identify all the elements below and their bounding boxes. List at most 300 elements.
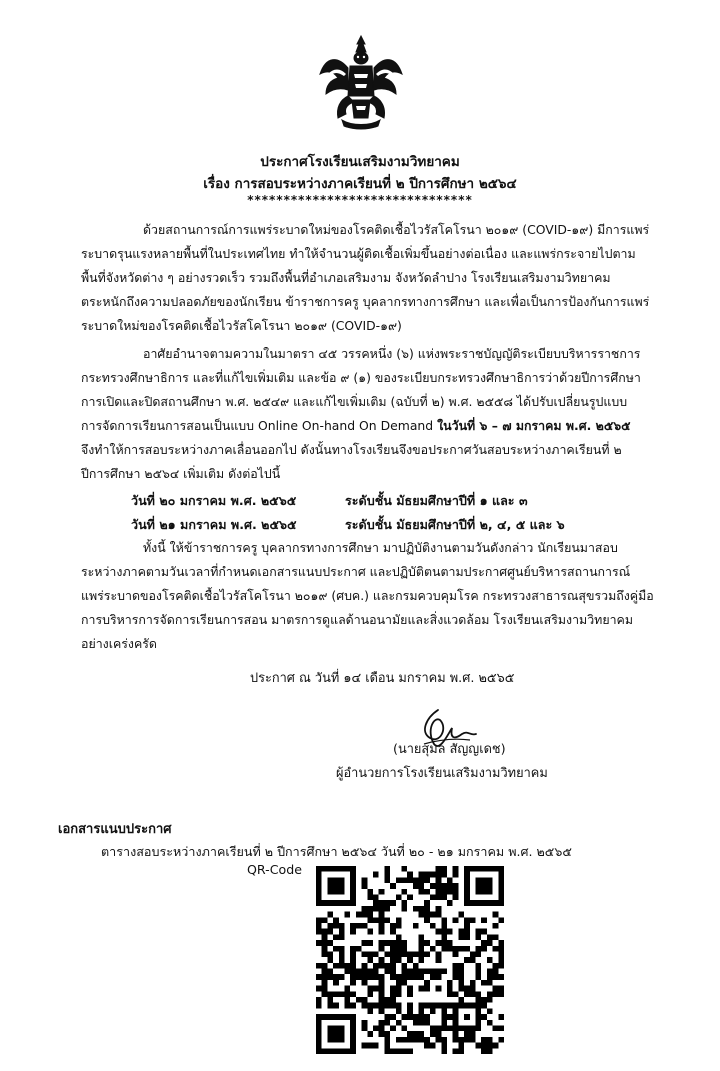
qr-module — [413, 877, 419, 883]
qr-module — [424, 940, 430, 946]
qr-module — [390, 940, 396, 946]
qr-module — [401, 906, 407, 912]
qr-module — [327, 997, 333, 1003]
qr-module — [379, 963, 385, 969]
qr-module — [441, 883, 447, 889]
qr-module — [458, 912, 464, 918]
qr-module — [322, 917, 328, 923]
qr-module — [362, 951, 368, 957]
qr-module — [498, 974, 504, 980]
qr-module — [327, 900, 333, 906]
qr-module — [401, 1014, 407, 1020]
qr-module — [424, 889, 430, 895]
qr-module — [327, 1031, 333, 1037]
qr-module — [333, 946, 339, 952]
qr-module — [384, 877, 390, 883]
qr-module — [419, 986, 425, 992]
qr-module — [447, 991, 453, 997]
qr-module — [407, 894, 413, 900]
schedule-date: วันที่ ๒๑ มกราคม พ.ศ. ๒๕๖๕ — [131, 517, 297, 532]
qr-module — [327, 923, 333, 929]
schedule-level: ระดับชั้น มัธยมศึกษาปีที่ ๑ และ ๓ — [345, 493, 528, 508]
qr-module — [498, 957, 504, 963]
qr-module — [441, 889, 447, 895]
qr-module — [390, 986, 396, 992]
qr-module — [413, 951, 419, 957]
qr-module — [356, 912, 362, 918]
qr-module — [344, 997, 350, 1003]
qr-module — [476, 1020, 482, 1026]
qr-module — [424, 906, 430, 912]
qr-module — [350, 980, 356, 986]
qr-module — [464, 917, 470, 923]
qr-module — [327, 974, 333, 980]
qr-module — [327, 866, 333, 872]
qr-module — [407, 872, 413, 878]
qr-module — [487, 889, 493, 895]
qr-module — [339, 883, 345, 889]
qr-module — [367, 991, 373, 997]
qr-module — [470, 980, 476, 986]
qr-module — [322, 929, 328, 935]
qr-module — [447, 900, 453, 906]
qr-module — [373, 1043, 379, 1049]
qr-module — [339, 923, 345, 929]
qr-module — [493, 866, 499, 872]
qr-module — [350, 929, 356, 935]
qr-module — [481, 866, 487, 872]
qr-module — [327, 883, 333, 889]
qr-module — [362, 1020, 368, 1026]
qr-module — [396, 1003, 402, 1009]
qr-module — [379, 900, 385, 906]
qr-module — [373, 1003, 379, 1009]
qr-module — [316, 889, 322, 895]
qr-module — [493, 900, 499, 906]
qr-module — [407, 1037, 413, 1043]
qr-module — [493, 1043, 499, 1049]
qr-module — [487, 997, 493, 1003]
qr-code[interactable] — [316, 866, 504, 1054]
qr-module — [367, 974, 373, 980]
qr-module — [390, 997, 396, 1003]
qr-module — [464, 986, 470, 992]
qr-module — [367, 1043, 373, 1049]
qr-module — [316, 997, 322, 1003]
qr-module — [493, 986, 499, 992]
qr-module — [327, 969, 333, 975]
qr-module — [476, 974, 482, 980]
qr-module — [333, 923, 339, 929]
qr-module — [407, 1014, 413, 1020]
qr-module — [401, 866, 407, 872]
signer-name: (นายสุมล สัญญเดช) — [393, 742, 506, 757]
qr-module — [339, 991, 345, 997]
qr-module — [481, 1014, 487, 1020]
qr-module — [476, 934, 482, 940]
qr-module — [327, 991, 333, 997]
qr-module — [453, 1008, 459, 1014]
qr-module — [373, 1026, 379, 1032]
announce-date: ประกาศ ณ วันที่ ๑๔ เดือน มกราคม พ.ศ. ๒๕๖๕ — [250, 671, 515, 686]
qr-module — [407, 951, 413, 957]
announcement-title: ประกาศโรงเรียนเสริมงามวิทยาคม — [260, 154, 460, 170]
qr-module — [413, 906, 419, 912]
qr-module — [498, 946, 504, 952]
qr-module — [458, 1043, 464, 1049]
qr-module — [344, 969, 350, 975]
qr-module — [419, 969, 425, 975]
qr-module — [373, 900, 379, 906]
qr-module — [344, 991, 350, 997]
qr-module — [384, 1043, 390, 1049]
qr-module — [476, 883, 482, 889]
qr-module — [333, 1026, 339, 1032]
qr-module — [407, 1031, 413, 1037]
qr-module — [436, 906, 442, 912]
qr-module — [344, 963, 350, 969]
qr-module — [436, 912, 442, 918]
qr-module — [453, 1020, 459, 1026]
qr-module — [384, 951, 390, 957]
qr-module — [487, 991, 493, 997]
qr-module — [316, 900, 322, 906]
qr-module — [333, 991, 339, 997]
qr-module — [464, 946, 470, 952]
qr-module — [356, 997, 362, 1003]
paragraph-line: อาศัยอำนาจตามความในมาตรา ๔๕ วรรคหนึ่ง (๖) แห่งพระราชบัญญัติระเบียบบริหารราชการ — [143, 346, 641, 361]
qr-module — [470, 1031, 476, 1037]
qr-module — [498, 951, 504, 957]
qr-module — [350, 883, 356, 889]
qr-module — [470, 951, 476, 957]
qr-module — [481, 1043, 487, 1049]
qr-module — [350, 877, 356, 883]
qr-module — [390, 1003, 396, 1009]
qr-module — [327, 1048, 333, 1054]
qr-module — [316, 963, 322, 969]
qr-module — [316, 923, 322, 929]
qr-module — [458, 986, 464, 992]
qr-module — [316, 877, 322, 883]
qr-module — [458, 929, 464, 935]
qr-module — [419, 912, 425, 918]
qr-module — [464, 1026, 470, 1032]
qr-module — [476, 877, 482, 883]
qr-module — [350, 1020, 356, 1026]
qr-module — [350, 1043, 356, 1049]
qr-module — [424, 986, 430, 992]
qr-module — [396, 991, 402, 997]
qr-module — [493, 1026, 499, 1032]
qr-module — [424, 980, 430, 986]
qr-module — [367, 906, 373, 912]
qr-module — [379, 923, 385, 929]
qr-module — [407, 1003, 413, 1009]
qr-module — [316, 866, 322, 872]
paragraph-line: ทั้งนี้ ให้ข้าราชการครู บุคลากรทางการศึกษา มาปฏิบัติงานตามวันดังกล่าว นักเรียนมาสอบ — [143, 540, 618, 555]
qr-module — [436, 986, 442, 992]
qr-module — [441, 1037, 447, 1043]
qr-module — [379, 997, 385, 1003]
qr-module — [390, 900, 396, 906]
qr-module — [441, 934, 447, 940]
qr-module — [350, 894, 356, 900]
paragraph-line: แพร่ระบาดของโรคติดเชื้อไวรัสโคโรนา ๒๐๑๙ (ศบค.) และกรมควบคุมโรค กระทรวงสาธารณสุขรวมถึงคู่มือ — [81, 588, 654, 603]
qr-module — [487, 900, 493, 906]
qr-module — [379, 906, 385, 912]
schedule-date: วันที่ ๒๐ มกราคม พ.ศ. ๒๕๖๕ — [131, 493, 297, 508]
garuda-emblem — [318, 34, 404, 130]
qr-module — [396, 974, 402, 980]
qr-module — [424, 969, 430, 975]
qr-module — [430, 883, 436, 889]
qr-module — [401, 940, 407, 946]
qr-module — [362, 940, 368, 946]
qr-module — [362, 877, 368, 883]
qr-module — [424, 917, 430, 923]
qr-module — [481, 997, 487, 1003]
qr-module — [453, 917, 459, 923]
qr-module — [384, 866, 390, 872]
qr-module — [424, 1043, 430, 1049]
qr-module — [487, 883, 493, 889]
qr-module — [350, 991, 356, 997]
paragraph-line: ปีการศึกษา ๒๕๖๔ เพิ่มเติม ดังต่อไปนี้ — [81, 466, 281, 481]
paragraph-line: ระบาดรุนแรงหลายพื้นที่ในประเทศไทย ทำให้จำนวนผู้ติดเชื้อเพิ่มขึ้นอย่างต่อเนื่อง และแพร่กระจายไปตาม — [81, 246, 636, 261]
qr-module — [322, 940, 328, 946]
qr-module — [436, 1026, 442, 1032]
qr-module — [339, 934, 345, 940]
qr-module — [401, 889, 407, 895]
qr-module — [476, 997, 482, 1003]
qr-module — [333, 1048, 339, 1054]
qr-module — [464, 883, 470, 889]
qr-module — [498, 940, 504, 946]
qr-module — [390, 1014, 396, 1020]
qr-module — [344, 912, 350, 918]
qr-module — [413, 883, 419, 889]
qr-module — [481, 883, 487, 889]
qr-module — [362, 963, 368, 969]
qr-module — [396, 934, 402, 940]
qr-module — [322, 969, 328, 975]
qr-module — [447, 1014, 453, 1020]
qr-module — [493, 963, 499, 969]
qr-module — [498, 889, 504, 895]
qr-module — [498, 900, 504, 906]
qr-module — [419, 946, 425, 952]
qr-module — [322, 1048, 328, 1054]
qr-module — [401, 1026, 407, 1032]
qr-module — [498, 894, 504, 900]
qr-module — [464, 957, 470, 963]
qr-module — [367, 986, 373, 992]
qr-module — [367, 917, 373, 923]
qr-module — [396, 946, 402, 952]
qr-module — [339, 929, 345, 935]
qr-module — [390, 929, 396, 935]
qr-module — [322, 991, 328, 997]
paragraph-line: ด้วยสถานการณ์การแพร่ระบาดใหม่ของโรคติดเชื้อไวรัสโคโรนา ๒๐๑๙ (COVID-๑๙) มีการแพร่ — [143, 222, 650, 237]
qr-module — [367, 1003, 373, 1009]
qr-module — [367, 940, 373, 946]
qr-module — [362, 883, 368, 889]
qr-module — [424, 900, 430, 906]
qr-module — [339, 866, 345, 872]
qr-module — [498, 1026, 504, 1032]
qr-module — [498, 872, 504, 878]
qr-module — [498, 963, 504, 969]
qr-module — [379, 940, 385, 946]
qr-module — [344, 1003, 350, 1009]
qr-module — [436, 974, 442, 980]
qr-module — [401, 1037, 407, 1043]
qr-module — [436, 872, 442, 878]
qr-module — [498, 1037, 504, 1043]
qr-module — [367, 1031, 373, 1037]
qr-module — [396, 940, 402, 946]
qr-module — [430, 1026, 436, 1032]
paragraph-line: การเปิดและปิดสถานศึกษา พ.ศ. ๒๕๔๙ และแก้ไขเพิ่มเติม (ฉบับที่ ๒) พ.ศ. ๒๕๕๘ ได้ปรับเปลี่ยนรูปแบบ — [81, 394, 628, 409]
qr-module — [481, 980, 487, 986]
qr-module — [458, 1037, 464, 1043]
qr-module — [453, 974, 459, 980]
qr-module — [401, 969, 407, 975]
qr-module — [476, 889, 482, 895]
qr-module — [424, 912, 430, 918]
qr-module — [367, 969, 373, 975]
qr-module — [470, 1037, 476, 1043]
qr-module — [476, 963, 482, 969]
qr-module — [464, 900, 470, 906]
qr-module — [316, 986, 322, 992]
qr-module — [481, 877, 487, 883]
qr-module — [441, 946, 447, 952]
qr-module — [453, 894, 459, 900]
qr-module — [339, 889, 345, 895]
qr-module — [424, 872, 430, 878]
qr-module — [401, 1048, 407, 1054]
qr-module — [441, 940, 447, 946]
paragraph-line: จึงทำให้การสอบระหว่างภาคเลื่อนออกไป ดังนั้นทางโรงเรียนจึงขอประกาศวันสอบระหว่างภาคเรียนที่ ๒ — [81, 442, 622, 457]
qr-module — [339, 900, 345, 906]
qr-module — [453, 969, 459, 975]
announcement-subject: เรื่อง การสอบระหว่างภาคเรียนที่ ๒ ปีการศึกษา ๒๕๖๔ — [203, 176, 517, 192]
qr-module — [476, 929, 482, 935]
qr-module — [419, 1003, 425, 1009]
qr-label: QR-Code — [247, 862, 302, 877]
qr-module — [322, 951, 328, 957]
qr-module — [458, 974, 464, 980]
attachment-heading: เอกสารแนบประกาศ — [58, 822, 172, 837]
qr-module — [498, 991, 504, 997]
qr-module — [493, 934, 499, 940]
qr-module — [350, 1037, 356, 1043]
qr-module — [487, 969, 493, 975]
qr-module — [362, 923, 368, 929]
qr-module — [333, 1014, 339, 1020]
qr-module — [362, 997, 368, 1003]
qr-module — [396, 894, 402, 900]
paragraph-line — [81, 417, 630, 436]
qr-module — [481, 929, 487, 935]
qr-module — [379, 1020, 385, 1026]
qr-module — [344, 986, 350, 992]
qr-module — [367, 894, 373, 900]
qr-module — [384, 940, 390, 946]
qr-module — [333, 980, 339, 986]
qr-module — [487, 877, 493, 883]
qr-module — [453, 1026, 459, 1032]
qr-module — [464, 889, 470, 895]
qr-module — [447, 1026, 453, 1032]
qr-module — [476, 969, 482, 975]
qr-module — [384, 963, 390, 969]
qr-module — [430, 1043, 436, 1049]
qr-module — [379, 957, 385, 963]
qr-module — [424, 1020, 430, 1026]
qr-module — [419, 934, 425, 940]
qr-module — [476, 951, 482, 957]
qr-module — [396, 1008, 402, 1014]
qr-module — [396, 980, 402, 986]
qr-module — [487, 1020, 493, 1026]
qr-module — [396, 951, 402, 957]
qr-module — [470, 991, 476, 997]
qr-module — [373, 872, 379, 878]
qr-module — [390, 923, 396, 929]
qr-module — [458, 946, 464, 952]
qr-module — [441, 872, 447, 878]
qr-module — [441, 1020, 447, 1026]
qr-module — [458, 980, 464, 986]
qr-module — [350, 1026, 356, 1032]
qr-module — [453, 991, 459, 997]
qr-module — [481, 889, 487, 895]
qr-module — [362, 906, 368, 912]
qr-module — [379, 1003, 385, 1009]
qr-module — [373, 951, 379, 957]
qr-module — [316, 940, 322, 946]
qr-module — [350, 957, 356, 963]
qr-module — [373, 894, 379, 900]
qr-module — [322, 1014, 328, 1020]
qr-module — [441, 866, 447, 872]
qr-module — [436, 1037, 442, 1043]
schedule-level: ระดับชั้น มัธยมศึกษาปีที่ ๒, ๔, ๕ และ ๖ — [345, 517, 565, 532]
qr-module — [453, 1037, 459, 1043]
qr-module — [498, 883, 504, 889]
qr-module — [413, 974, 419, 980]
qr-module — [441, 1008, 447, 1014]
qr-module — [350, 923, 356, 929]
qr-module — [401, 946, 407, 952]
qr-module — [401, 963, 407, 969]
qr-module — [481, 900, 487, 906]
qr-module — [362, 912, 368, 918]
qr-module — [367, 929, 373, 935]
qr-module — [350, 1048, 356, 1054]
qr-module — [384, 1037, 390, 1043]
qr-module — [396, 917, 402, 923]
qr-module — [401, 974, 407, 980]
qr-module — [407, 969, 413, 975]
qr-module — [316, 894, 322, 900]
qr-module — [407, 877, 413, 883]
qr-module — [436, 969, 442, 975]
qr-module — [413, 1014, 419, 1020]
